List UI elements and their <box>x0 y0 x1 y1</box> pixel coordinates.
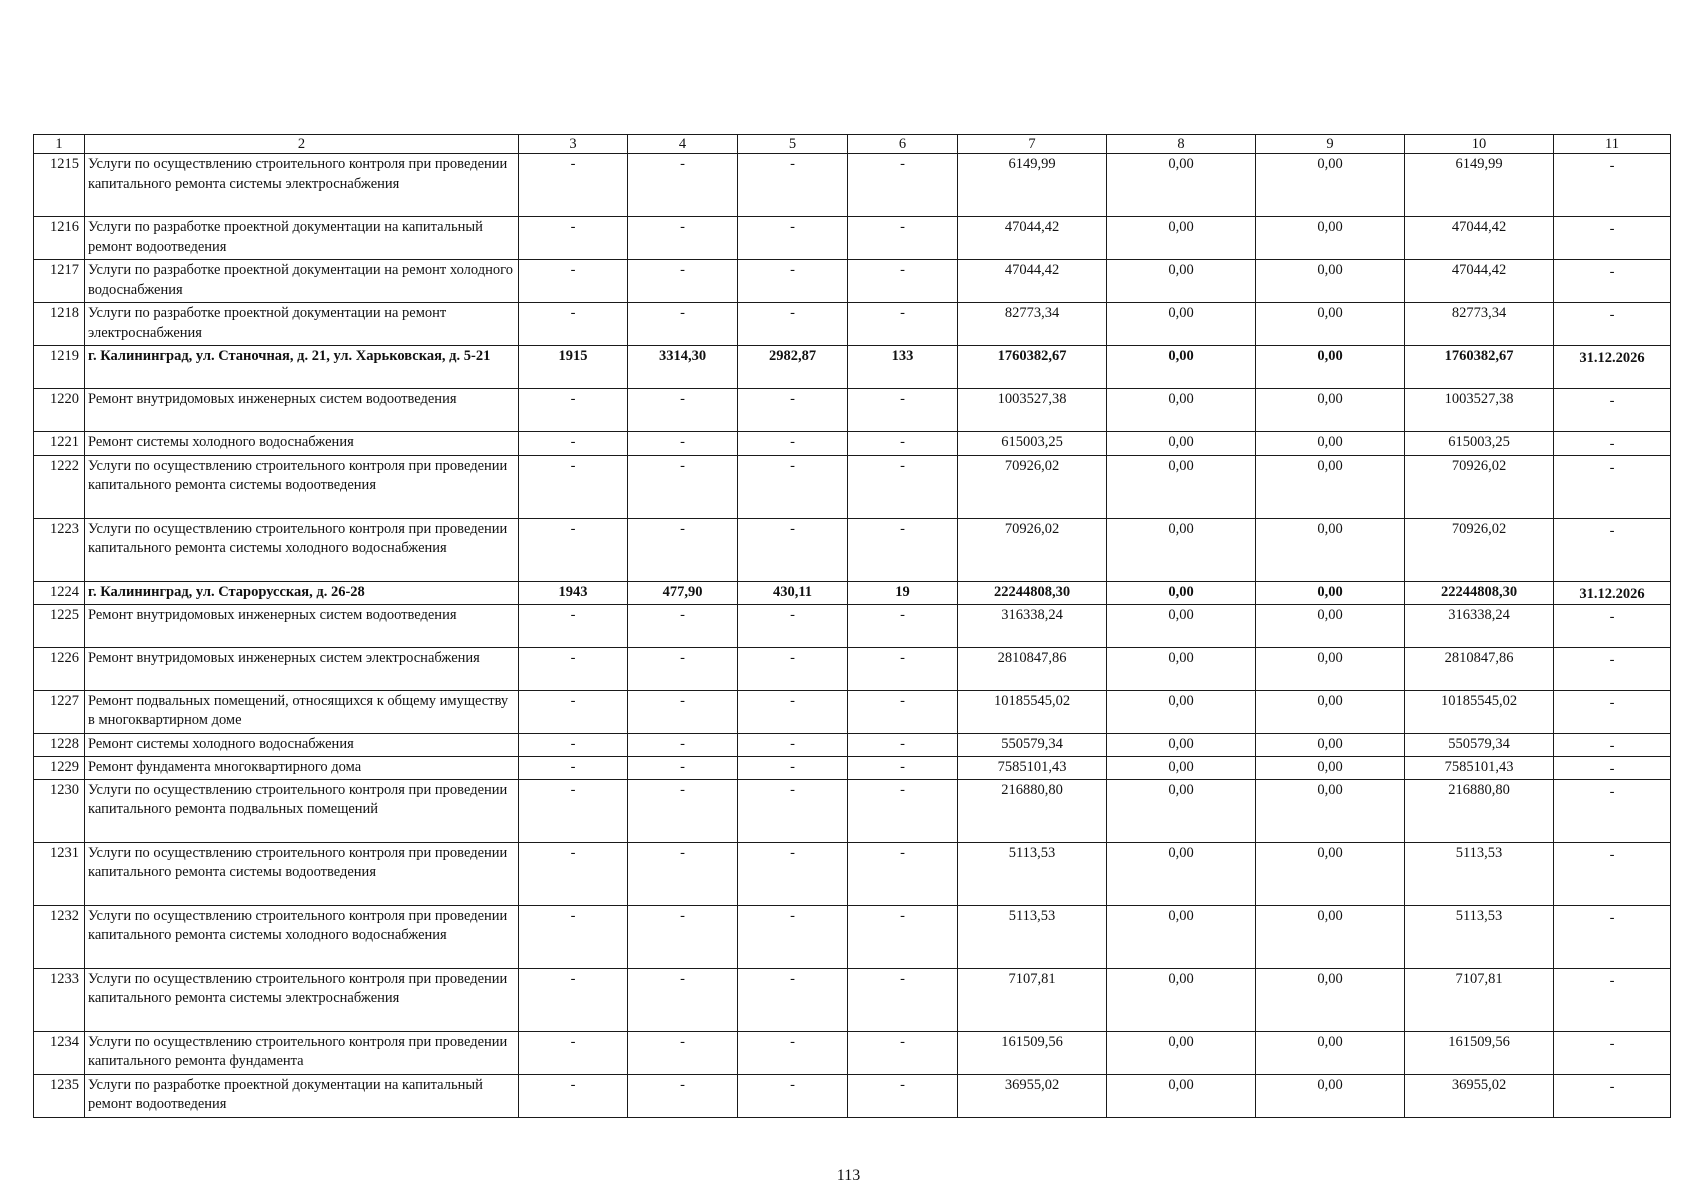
year-value: 1915 <box>519 346 628 389</box>
cost-col-8: 0,00 <box>1107 690 1256 733</box>
cost-col-8: 0,00 <box>1107 756 1256 779</box>
cost-col-9: 0,00 <box>1256 389 1405 432</box>
work-description: г. Калининград, ул. Старорусская, д. 26-28 <box>85 581 519 604</box>
work-description: Ремонт подвальных помещений, относящихся к общему имуществу в многоквартирном доме <box>85 690 519 733</box>
area-living: - <box>738 733 848 756</box>
cost-col-10: 615003,25 <box>1405 432 1554 455</box>
cost-col-8: 0,00 <box>1107 154 1256 217</box>
cost-total: 5113,53 <box>958 842 1107 905</box>
cost-total: 22244808,30 <box>958 581 1107 604</box>
table-row <box>34 690 1671 733</box>
year-value: - <box>519 1031 628 1074</box>
area-total: - <box>628 303 738 346</box>
area-living: - <box>738 690 848 733</box>
page-number: 113 <box>836 1167 861 1184</box>
cost-total: 47044,42 <box>958 260 1107 303</box>
residents-count: - <box>848 842 958 905</box>
area-total: - <box>628 756 738 779</box>
cost-total: 7107,81 <box>958 968 1107 1031</box>
cost-col-9: 0,00 <box>1256 518 1405 581</box>
cost-col-8: 0,00 <box>1107 303 1256 346</box>
work-description: Услуги по разработке проектной документации на ремонт электроснабжения <box>85 303 519 346</box>
residents-count: - <box>848 432 958 455</box>
table-row <box>34 455 1671 518</box>
area-total: - <box>628 518 738 581</box>
cost-col-8: 0,00 <box>1107 647 1256 690</box>
cost-col-10: 36955,02 <box>1405 1074 1554 1117</box>
area-total: - <box>628 389 738 432</box>
row-number: 1227 <box>34 690 85 733</box>
capital-repair-table <box>33 134 1671 1118</box>
area-total: - <box>628 432 738 455</box>
cost-col-9: 0,00 <box>1256 346 1405 389</box>
work-description: Услуги по осуществлению строительного контроля при проведении капитального ремонта подвальных помещений <box>85 779 519 842</box>
cost-total: 1760382,67 <box>958 346 1107 389</box>
cost-col-10: 161509,56 <box>1405 1031 1554 1074</box>
year-value: - <box>519 303 628 346</box>
area-living: - <box>738 389 848 432</box>
cost-col-9: 0,00 <box>1256 690 1405 733</box>
area-living: - <box>738 905 848 968</box>
row-number: 1217 <box>34 260 85 303</box>
cost-col-9: 0,00 <box>1256 647 1405 690</box>
area-living: - <box>738 518 848 581</box>
cost-col-10: 22244808,30 <box>1405 581 1554 604</box>
cost-col-9: 0,00 <box>1256 455 1405 518</box>
year-value: - <box>519 779 628 842</box>
cost-col-9: 0,00 <box>1256 303 1405 346</box>
table-row <box>34 518 1671 581</box>
cost-col-10: 7585101,43 <box>1405 756 1554 779</box>
completion-date: - <box>1554 733 1671 756</box>
cost-col-10: 5113,53 <box>1405 842 1554 905</box>
cost-total: 82773,34 <box>958 303 1107 346</box>
table-row <box>34 1074 1671 1117</box>
year-value: - <box>519 260 628 303</box>
year-value: - <box>519 217 628 260</box>
residents-count: - <box>848 905 958 968</box>
completion-date: - <box>1554 647 1671 690</box>
completion-date: - <box>1554 779 1671 842</box>
cost-col-9: 0,00 <box>1256 1074 1405 1117</box>
cost-col-10: 550579,34 <box>1405 733 1554 756</box>
table-row <box>34 604 1671 647</box>
area-total: - <box>628 154 738 217</box>
area-living: - <box>738 779 848 842</box>
area-total: - <box>628 842 738 905</box>
row-number: 1234 <box>34 1031 85 1074</box>
area-living: - <box>738 842 848 905</box>
cost-col-10: 1760382,67 <box>1405 346 1554 389</box>
cost-col-10: 10185545,02 <box>1405 690 1554 733</box>
work-description: Ремонт внутридомовых инженерных систем водоотведения <box>85 604 519 647</box>
completion-date: 31.12.2026 <box>1554 346 1671 389</box>
cost-total: 10185545,02 <box>958 690 1107 733</box>
cost-col-8: 0,00 <box>1107 432 1256 455</box>
cost-col-9: 0,00 <box>1256 604 1405 647</box>
residents-count: - <box>848 260 958 303</box>
row-number: 1215 <box>34 154 85 217</box>
row-number: 1223 <box>34 518 85 581</box>
table-row <box>34 1031 1671 1074</box>
work-description: г. Калининград, ул. Станочная, д. 21, ул. Харьковская, д. 5-21 <box>85 346 519 389</box>
area-total: - <box>628 905 738 968</box>
area-total: - <box>628 604 738 647</box>
cost-col-10: 82773,34 <box>1405 303 1554 346</box>
area-total: 3314,30 <box>628 346 738 389</box>
area-living: - <box>738 260 848 303</box>
work-description: Услуги по разработке проектной документации на капитальный ремонт водоотведения <box>85 1074 519 1117</box>
row-number: 1226 <box>34 647 85 690</box>
cost-col-9: 0,00 <box>1256 260 1405 303</box>
row-number: 1222 <box>34 455 85 518</box>
cost-col-10: 70926,02 <box>1405 518 1554 581</box>
cost-col-10: 47044,42 <box>1405 217 1554 260</box>
year-value: - <box>519 647 628 690</box>
work-description: Услуги по осуществлению строительного контроля при проведении капитального ремонта фундамента <box>85 1031 519 1074</box>
cost-col-10: 5113,53 <box>1405 905 1554 968</box>
table-row <box>34 647 1671 690</box>
cost-total: 316338,24 <box>958 604 1107 647</box>
area-living: 2982,87 <box>738 346 848 389</box>
row-number: 1232 <box>34 905 85 968</box>
completion-date: - <box>1554 455 1671 518</box>
year-value: - <box>519 842 628 905</box>
cost-col-10: 47044,42 <box>1405 260 1554 303</box>
work-description: Услуги по осуществлению строительного контроля при проведении капитального ремонта системы холодного водоснабжения <box>85 518 519 581</box>
area-living: - <box>738 968 848 1031</box>
column-number-header: 6 <box>848 135 958 154</box>
completion-date: - <box>1554 303 1671 346</box>
work-description: Ремонт внутридомовых инженерных систем электроснабжения <box>85 647 519 690</box>
area-total: - <box>628 217 738 260</box>
completion-date: - <box>1554 518 1671 581</box>
area-living: - <box>738 154 848 217</box>
column-number-header: 8 <box>1107 135 1256 154</box>
area-living: - <box>738 303 848 346</box>
year-value: - <box>519 518 628 581</box>
cost-col-8: 0,00 <box>1107 604 1256 647</box>
area-living: - <box>738 432 848 455</box>
completion-date: - <box>1554 756 1671 779</box>
cost-col-8: 0,00 <box>1107 389 1256 432</box>
column-number-header: 2 <box>85 135 519 154</box>
row-number: 1221 <box>34 432 85 455</box>
row-number: 1233 <box>34 968 85 1031</box>
cost-total: 7585101,43 <box>958 756 1107 779</box>
area-living: - <box>738 217 848 260</box>
area-total: - <box>628 968 738 1031</box>
year-value: - <box>519 604 628 647</box>
year-value: - <box>519 432 628 455</box>
cost-total: 70926,02 <box>958 518 1107 581</box>
area-living: - <box>738 647 848 690</box>
column-number-header: 7 <box>958 135 1107 154</box>
cost-col-10: 2810847,86 <box>1405 647 1554 690</box>
column-number-header: 9 <box>1256 135 1405 154</box>
completion-date: - <box>1554 217 1671 260</box>
column-number-header: 5 <box>738 135 848 154</box>
row-number: 1235 <box>34 1074 85 1117</box>
area-total: - <box>628 690 738 733</box>
cost-col-10: 70926,02 <box>1405 455 1554 518</box>
area-total: - <box>628 1031 738 1074</box>
cost-col-9: 0,00 <box>1256 968 1405 1031</box>
year-value: 1943 <box>519 581 628 604</box>
cost-col-10: 216880,80 <box>1405 779 1554 842</box>
cost-col-8: 0,00 <box>1107 217 1256 260</box>
work-description: Услуги по осуществлению строительного контроля при проведении капитального ремонта системы водоотведения <box>85 455 519 518</box>
cost-col-9: 0,00 <box>1256 842 1405 905</box>
cost-col-8: 0,00 <box>1107 346 1256 389</box>
column-number-header: 4 <box>628 135 738 154</box>
work-description: Услуги по осуществлению строительного контроля при проведении капитального ремонта системы электроснабжения <box>85 968 519 1031</box>
completion-date: - <box>1554 1074 1671 1117</box>
work-description: Ремонт системы холодного водоснабжения <box>85 432 519 455</box>
table-row <box>34 779 1671 842</box>
year-value: - <box>519 690 628 733</box>
year-value: - <box>519 733 628 756</box>
year-value: - <box>519 455 628 518</box>
row-number: 1219 <box>34 346 85 389</box>
residents-count: - <box>848 303 958 346</box>
cost-col-8: 0,00 <box>1107 1074 1256 1117</box>
residents-count: - <box>848 968 958 1031</box>
cost-col-8: 0,00 <box>1107 455 1256 518</box>
row-number: 1225 <box>34 604 85 647</box>
residents-count: 19 <box>848 581 958 604</box>
area-total: - <box>628 455 738 518</box>
year-value: - <box>519 154 628 217</box>
cost-total: 47044,42 <box>958 217 1107 260</box>
cost-col-9: 0,00 <box>1256 1031 1405 1074</box>
cost-col-8: 0,00 <box>1107 581 1256 604</box>
cost-col-9: 0,00 <box>1256 733 1405 756</box>
residents-count: - <box>848 647 958 690</box>
cost-total: 161509,56 <box>958 1031 1107 1074</box>
cost-col-8: 0,00 <box>1107 1031 1256 1074</box>
area-living: - <box>738 1031 848 1074</box>
residents-count: - <box>848 154 958 217</box>
column-number-header: 1 <box>34 135 85 154</box>
completion-date: 31.12.2026 <box>1554 581 1671 604</box>
year-value: - <box>519 756 628 779</box>
cost-col-9: 0,00 <box>1256 779 1405 842</box>
cost-col-9: 0,00 <box>1256 217 1405 260</box>
cost-col-8: 0,00 <box>1107 260 1256 303</box>
row-number: 1216 <box>34 217 85 260</box>
year-value: - <box>519 968 628 1031</box>
year-value: - <box>519 1074 628 1117</box>
residents-count: - <box>848 733 958 756</box>
cost-col-9: 0,00 <box>1256 905 1405 968</box>
column-number-header: 3 <box>519 135 628 154</box>
completion-date: - <box>1554 1031 1671 1074</box>
residents-count: - <box>848 779 958 842</box>
area-total: - <box>628 647 738 690</box>
residents-count: - <box>848 1031 958 1074</box>
completion-date: - <box>1554 154 1671 217</box>
table-row <box>34 303 1671 346</box>
cost-col-8: 0,00 <box>1107 733 1256 756</box>
work-description: Ремонт системы холодного водоснабжения <box>85 733 519 756</box>
table-row <box>34 389 1671 432</box>
residents-count: - <box>848 518 958 581</box>
year-value: - <box>519 389 628 432</box>
residents-count: - <box>848 756 958 779</box>
completion-date: - <box>1554 690 1671 733</box>
cost-total: 615003,25 <box>958 432 1107 455</box>
residents-count: 133 <box>848 346 958 389</box>
row-number: 1224 <box>34 581 85 604</box>
cost-col-9: 0,00 <box>1256 154 1405 217</box>
table-row <box>34 217 1671 260</box>
cost-col-8: 0,00 <box>1107 518 1256 581</box>
cost-col-9: 0,00 <box>1256 581 1405 604</box>
area-total: - <box>628 1074 738 1117</box>
cost-total: 2810847,86 <box>958 647 1107 690</box>
residents-count: - <box>848 389 958 432</box>
cost-col-10: 6149,99 <box>1405 154 1554 217</box>
area-total: 477,90 <box>628 581 738 604</box>
table-row <box>34 905 1671 968</box>
cost-total: 216880,80 <box>958 779 1107 842</box>
completion-date: - <box>1554 842 1671 905</box>
cost-total: 550579,34 <box>958 733 1107 756</box>
cost-col-10: 1003527,38 <box>1405 389 1554 432</box>
area-living: - <box>738 1074 848 1117</box>
area-living: - <box>738 604 848 647</box>
column-number-header-row <box>34 135 1671 154</box>
cost-col-9: 0,00 <box>1256 432 1405 455</box>
table-row <box>34 756 1671 779</box>
area-total: - <box>628 260 738 303</box>
cost-total: 6149,99 <box>958 154 1107 217</box>
column-number-header: 10 <box>1405 135 1554 154</box>
residents-count: - <box>848 1074 958 1117</box>
table-row <box>34 733 1671 756</box>
completion-date: - <box>1554 968 1671 1031</box>
address-row <box>34 346 1671 389</box>
cost-col-8: 0,00 <box>1107 905 1256 968</box>
work-description: Услуги по разработке проектной документации на ремонт холодного водоснабжения <box>85 260 519 303</box>
work-description: Услуги по осуществлению строительного контроля при проведении капитального ремонта системы электроснабжения <box>85 154 519 217</box>
work-description: Услуги по осуществлению строительного контроля при проведении капитального ремонта системы холодного водоснабжения <box>85 905 519 968</box>
row-number: 1231 <box>34 842 85 905</box>
row-number: 1229 <box>34 756 85 779</box>
completion-date: - <box>1554 260 1671 303</box>
work-description: Услуги по разработке проектной документации на капитальный ремонт водоотведения <box>85 217 519 260</box>
residents-count: - <box>848 690 958 733</box>
cost-col-8: 0,00 <box>1107 779 1256 842</box>
cost-col-8: 0,00 <box>1107 842 1256 905</box>
row-number: 1230 <box>34 779 85 842</box>
year-value: - <box>519 905 628 968</box>
completion-date: - <box>1554 432 1671 455</box>
cost-col-10: 316338,24 <box>1405 604 1554 647</box>
cost-total: 70926,02 <box>958 455 1107 518</box>
cost-col-10: 7107,81 <box>1405 968 1554 1031</box>
area-total: - <box>628 779 738 842</box>
work-description: Ремонт фундамента многоквартирного дома <box>85 756 519 779</box>
work-description: Услуги по осуществлению строительного контроля при проведении капитального ремонта системы водоотведения <box>85 842 519 905</box>
cost-total: 1003527,38 <box>958 389 1107 432</box>
area-living: - <box>738 455 848 518</box>
table-row <box>34 154 1671 217</box>
work-description: Ремонт внутридомовых инженерных систем водоотведения <box>85 389 519 432</box>
column-number-header: 11 <box>1554 135 1671 154</box>
address-row <box>34 581 1671 604</box>
area-living: - <box>738 756 848 779</box>
residents-count: - <box>848 604 958 647</box>
cost-total: 5113,53 <box>958 905 1107 968</box>
area-total: - <box>628 733 738 756</box>
table-row <box>34 842 1671 905</box>
row-number: 1220 <box>34 389 85 432</box>
cost-col-8: 0,00 <box>1107 968 1256 1031</box>
completion-date: - <box>1554 905 1671 968</box>
table-row <box>34 968 1671 1031</box>
row-number: 1218 <box>34 303 85 346</box>
table-row <box>34 260 1671 303</box>
table-row <box>34 432 1671 455</box>
cost-total: 36955,02 <box>958 1074 1107 1117</box>
area-living: 430,11 <box>738 581 848 604</box>
cost-col-9: 0,00 <box>1256 756 1405 779</box>
completion-date: - <box>1554 389 1671 432</box>
residents-count: - <box>848 217 958 260</box>
residents-count: - <box>848 455 958 518</box>
row-number: 1228 <box>34 733 85 756</box>
completion-date: - <box>1554 604 1671 647</box>
